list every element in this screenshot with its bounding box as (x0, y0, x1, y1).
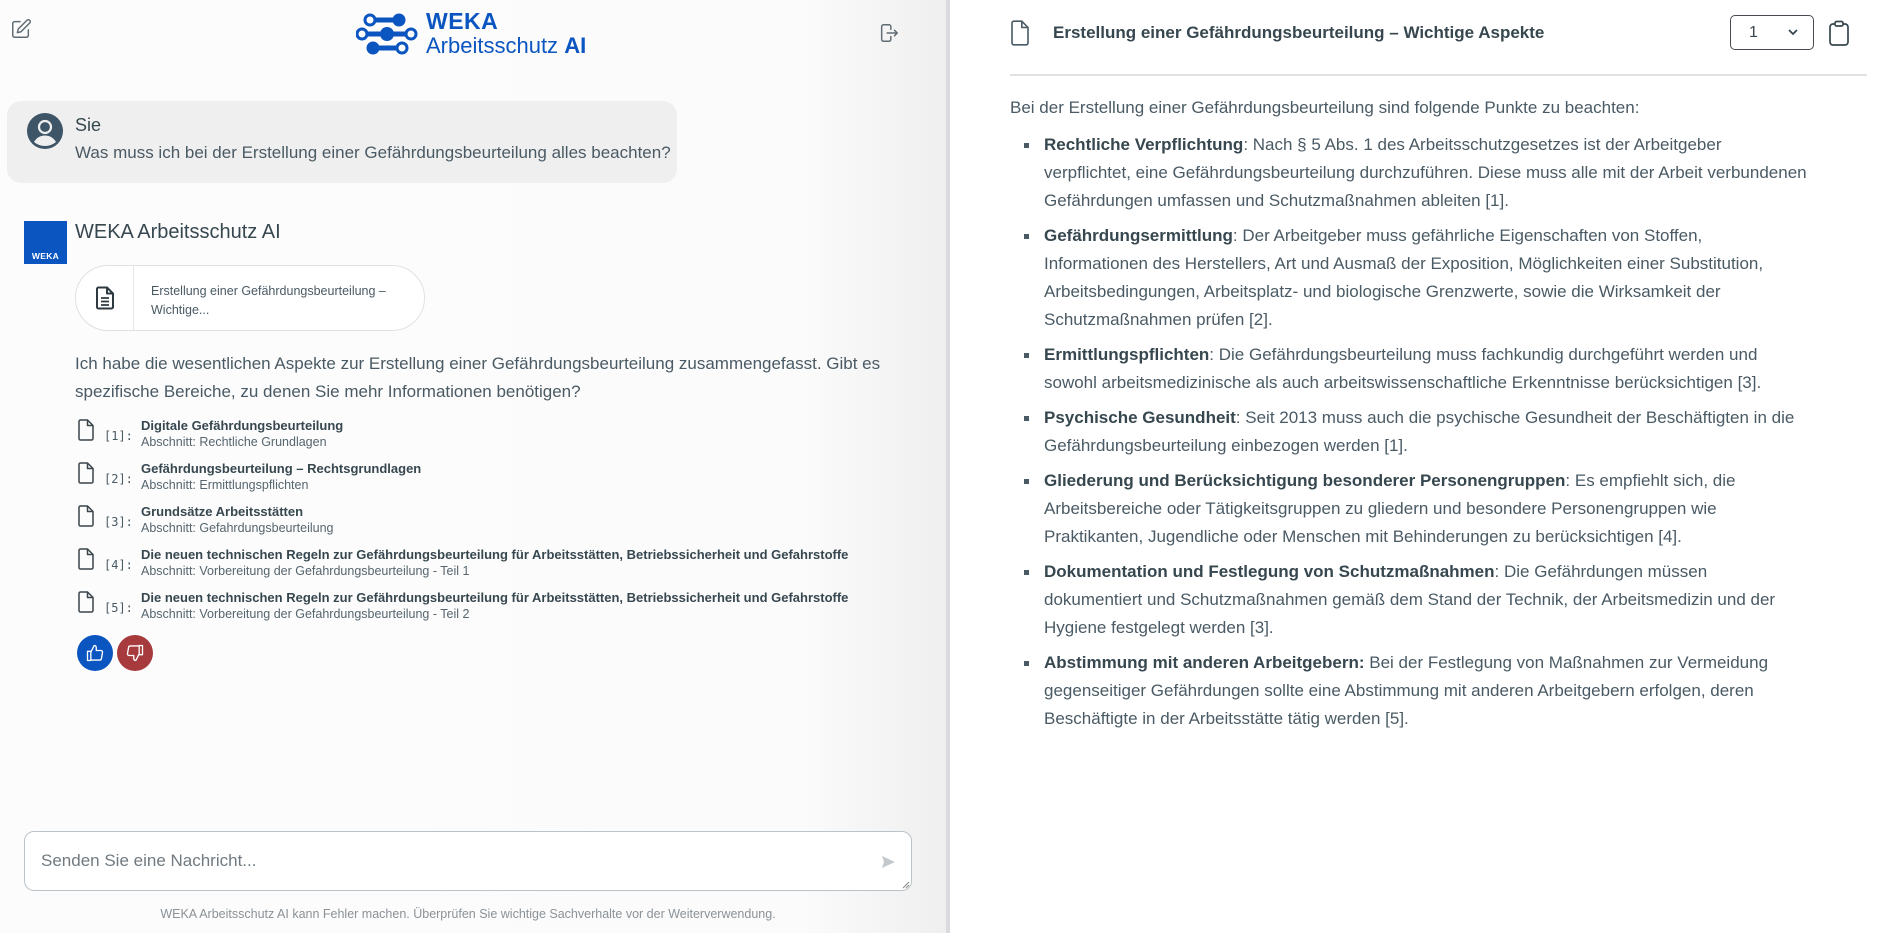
document-point: Dokumentation und Festlegung von Schutzmaßnahmen: Die Gefährdungen müssen dokumentiert und Schutzmaßnahmen gemäß dem Stand der Technik, der Arbeitsmedizin und der Hygiene festgelegt werden [3]. (1010, 558, 1810, 642)
thumbs-up-button[interactable] (77, 635, 113, 671)
logout-button[interactable] (876, 20, 902, 46)
brand-logo (356, 10, 586, 57)
document-panel (950, 0, 1877, 933)
brand-subtitle: Arbeitsschutz (426, 33, 559, 58)
document-points (1010, 131, 1810, 733)
resize-handle-icon[interactable] (902, 881, 910, 889)
point-heading: Rechtliche Verpflichtung (1044, 135, 1244, 154)
point-text: Der Arbeitgeber muss gefährliche Eigenschaften von Stoffen, Informationen des Herstellers, Art und Ausmaß der Exposition, Möglichkeiten einer Substitution, Arbeitsbedingungen, Arbeitsplatz- und biologische Grenzwerte, sowie die Wirksamkeit der Schutzmaßnahmen prüfen [2]. (1044, 226, 1764, 329)
document-point (1010, 649, 1810, 733)
source-section: Abschnitt: Gefahrdungsbeurteilung (141, 521, 334, 535)
source-section: Abschnitt: Ermittlungspflichten (141, 478, 309, 492)
source-section: Abschnitt: Vorbereitung der Gefahrdungsbeurteilung - Teil 2 (141, 607, 470, 621)
weka-network-icon (356, 13, 420, 55)
point-text: Nach § 5 Abs. 1 des Arbeitsschutzgesetzes ist der Arbeitgeber verpflichtet, eine Gefährdungsbeurteilung durchzuführen. Diese muss alle mit der Arbeit verbundenen Gefährdungen umfassen und Schutzmaßnahmen ableiten [1]. (1044, 135, 1807, 210)
document-card[interactable] (75, 265, 425, 331)
brand-ai: AI (564, 33, 587, 58)
user-message (7, 101, 677, 183)
source-number: [2]: (104, 472, 133, 486)
send-icon[interactable] (879, 853, 897, 871)
point-heading: Abstimmung mit anderen Arbeitgebern: (1044, 653, 1365, 672)
source-item[interactable] (75, 504, 895, 547)
pencil-square-icon (10, 18, 32, 40)
document-point: Gefährdungsermittlung: Der Arbeitgeber muss gefährliche Eigenschaften von Stoffen, Informationen des Herstellers, Art und Ausmaß der Exposition, Möglichkeiten einer Substitution, Arbeitsbedingungen, Arbeitsplatz- und biologische Grenzwerte, sowie die Wirksamkeit der Schutzmaßnahmen prüfen [2]. (1010, 222, 1810, 334)
document-point: Psychische Gesundheit: Seit 2013 muss auch die psychische Gesundheit der Beschäftigten in die Gefährdungsbeurteilung einbezogen werden [1]. (1010, 404, 1810, 460)
file-icon (77, 462, 95, 484)
user-name: Sie (75, 115, 102, 135)
point-text: Seit 2013 muss auch die psychische Gesundheit der Beschäftigten in die Gefährdungsbeurteilung einbezogen werden [1]. (1044, 408, 1795, 455)
document-point: Ermittlungspflichten: Die Gefährdungsbeurteilung muss fachkundig durchgeführt werden und sowohl arbeitsmedizinische als auch arbeitswissenschaftliche Erkenntnisse berücksichtigen [3]. (1010, 341, 1810, 397)
new-chat-button[interactable] (8, 16, 34, 42)
point-heading: Ermittlungspflichten (1044, 345, 1210, 364)
assistant-message-text: Ich habe die wesentlichen Aspekte zur Erstellung einer Gefährdungsbeurteilung zusammengefasst. Gibt es spezifische Bereiche, zu denen Sie mehr Informationen benötigen? (75, 354, 881, 401)
document-point: Rechtliche Verpflichtung: Nach § 5 Abs. 1 des Arbeitsschutzgesetzes ist der Arbeitgeber verpflichtet, eine Gefährdungsbeurteilung durchzuführen. Diese muss alle mit der Arbeit verbundenen Gefährdungen umfassen und Schutzmaßnahmen ableiten [1]. (1010, 131, 1810, 215)
point-heading: Dokumentation und Festlegung von Schutzmaßnahmen (1044, 562, 1495, 581)
source-number: [1]: (104, 429, 133, 443)
source-item[interactable] (75, 418, 895, 461)
point-text: Es empfiehlt sich, die Arbeitsbereiche oder Tätigkeitsgruppen zu gliedern und besondere Personengruppen wie Praktikanten, Jugendliche oder Menschen mit Behinderungen zu berücksichtigen [4]. (1044, 471, 1736, 546)
source-item[interactable] (75, 547, 895, 590)
point-heading: Psychische Gesundheit (1044, 408, 1236, 427)
file-icon (77, 505, 95, 527)
document-title: Erstellung einer Gefährdungsbeurteilung – Wichtige Aspekte (1053, 23, 1545, 42)
logout-icon (878, 22, 900, 44)
source-item[interactable] (75, 590, 895, 633)
thumbs-down-button[interactable] (117, 635, 153, 671)
source-title[interactable]: Die neuen technischen Regeln zur Gefährdungsbeurteilung für Arbeitsstätten, Betriebssicherheit und Gefahrstoffe (141, 547, 849, 562)
message-input[interactable] (41, 832, 861, 890)
source-title[interactable]: Grundsätze Arbeitsstätten (141, 504, 304, 519)
thumbs-down-icon (125, 643, 145, 663)
source-section: Abschnitt: Vorbereitung der Gefahrdungsbeurteilung - Teil 1 (141, 564, 470, 578)
user-circle-icon (27, 113, 63, 149)
point-text: Bei der Festlegung von Maßnahmen zur Vermeidung gegenseitiger Gefährdungen sollte eine Abstimmung mit anderen Arbeitgebern erfolgen, deren Beschäftigte in der Arbeitsstätte tätig werden [5]. (1044, 653, 1769, 728)
file-icon (77, 548, 95, 570)
page-select-value: 1 (1749, 24, 1758, 41)
brand-name: WEKA (426, 8, 499, 34)
point-heading: Gliederung und Berücksichtigung besonderer Personengruppen (1044, 471, 1566, 490)
source-item[interactable] (75, 461, 895, 504)
source-section: Abschnitt: Rechtliche Grundlagen (141, 435, 327, 449)
page-select[interactable] (1730, 15, 1814, 50)
source-title[interactable]: Gefährdungsbeurteilung – Rechtsgrundlagen (141, 461, 422, 476)
assistant-logo-text: WEKA (31, 251, 60, 261)
source-number: [3]: (104, 515, 133, 529)
document-text-icon (95, 286, 115, 310)
disclaimer-text: WEKA Arbeitsschutz AI kann Fehler machen. Überprüfen Sie wichtige Sachverhalte vor der Weiterverwendung. (160, 907, 776, 921)
assistant-name: WEKA Arbeitsschutz AI (75, 221, 281, 243)
document-card-title: Erstellung einer Gefährdungsbeurteilung – Wichtige... (151, 284, 386, 317)
source-title[interactable]: Die neuen technischen Regeln zur Gefährdungsbeurteilung für Arbeitsstätten, Betriebssicherheit und Gefahrstoffe (141, 590, 849, 605)
point-text: Die Gefährdungen müssen dokumentiert und Schutzmaßnahmen gemäß dem Stand der Technik, der Arbeitsmedizin und der Hygiene festgelegt werden [3]. (1044, 562, 1776, 637)
file-icon (77, 591, 95, 613)
assistant-avatar (24, 221, 67, 264)
source-title[interactable]: Digitale Gefährdungsbeurteilung (141, 418, 344, 433)
document-intro: Bei der Erstellung einer Gefährdungsbeurteilung sind folgende Punkte zu beachten: (1010, 98, 1640, 117)
chevron-down-icon (1787, 26, 1799, 38)
source-number: [5]: (104, 601, 133, 615)
document-panel-header (1010, 0, 1867, 76)
clipboard-icon[interactable] (1828, 20, 1850, 46)
file-icon (1010, 20, 1030, 46)
file-icon (77, 419, 95, 441)
source-number: [4]: (104, 558, 133, 572)
document-point: Gliederung und Berücksichtigung besonderer Personengruppen: Es empfiehlt sich, die Arbeitsbereiche oder Tätigkeitsgruppen zu gliedern und besondere Personengruppen wie Praktikanten, Jugendliche oder Menschen mit Behinderungen zu berücksichtigen [4]. (1010, 467, 1810, 551)
user-message-text: Was muss ich bei der Erstellung einer Gefährdungsbeurteilung alles beachten? (75, 143, 671, 162)
thumbs-up-icon (85, 643, 105, 663)
document-content (1010, 97, 1810, 740)
message-composer (24, 831, 912, 891)
point-text: Die Gefährdungsbeurteilung muss fachkundig durchgeführt werden und sowohl arbeitsmedizinische als auch arbeitswissenschaftliche Erkenntnisse berücksichtigen [3]. (1044, 345, 1762, 392)
point-heading: Gefährdungsermittlung (1044, 226, 1233, 245)
source-list (75, 418, 895, 633)
